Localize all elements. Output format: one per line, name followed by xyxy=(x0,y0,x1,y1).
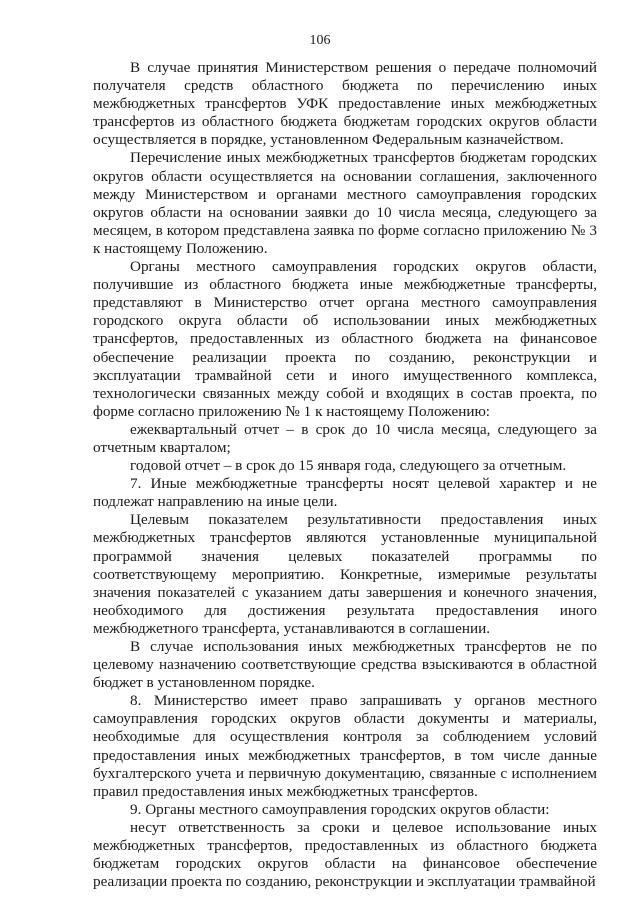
paragraph-item-8: 8. Министерство имеет право запрашивать у органов местного самоуправления городских округов области документы и материалы, необходимые для осуществления контроля за соблюдением условий предоставления иных межбюджетных трансфертов, в том числе данные бухгалтерского учета и первичную документацию, связанные с исполнением правил предоставления иных межбюджетных трансфертов. xyxy=(93,692,597,800)
paragraph-quarterly-report: ежеквартальный отчет – в срок до 10 числа месяца, следующего за отчетным кварталом; xyxy=(93,420,597,456)
paragraph-responsibility: несут ответственность за сроки и целевое использование иных межбюджетных трансфертов, предоставленных из областного бюджета бюджетам городских округов области на финансовое обеспечение реализации проекта по созданию, реконструкции и эксплуатации трамвайной xyxy=(93,818,597,891)
paragraph-misuse-recovery: В случае использования иных межбюджетных трансфертов не по целевому назначению соответствующие средства взыскиваются в областной бюджет в установленном порядке. xyxy=(93,638,597,692)
document-body xyxy=(93,59,597,891)
paragraph-ufk-transfer: В случае принятия Министерством решения о передаче полномочий получателя средств областного бюджета по перечислению иных межбюджетных трансфертов УФК предоставление иных межбюджетных трансфертов из областного бюджета бюджетам городских округов области осуществляется в порядке, установленном Федеральным казначейством. xyxy=(93,59,597,149)
paragraph-item-9: 9. Органы местного самоуправления городских округов области: xyxy=(130,800,550,818)
paragraph-annual-report: годовой отчет – в срок до 15 января года, следующего за отчетным. xyxy=(130,457,567,475)
paragraph-transfer-basis: Перечисление иных межбюджетных трансфертов бюджетам городских округов области осуществляется на основании соглашения, заключенного между Министерством и органами местного самоуправления городских округов области на основании заявки до 10 числа месяца, следующего за месяцем, в котором представлена заявка по форме согласно приложению № 3 к настоящему Положению. xyxy=(93,149,597,257)
paragraph-report-submission: Органы местного самоуправления городских округов области, получившие из областного бюджета иные межбюджетные трансферты, представляют в Министерство отчет органа местного самоуправления городского округа области об использовании иных межбюджетных трансфертов, предоставленных из областного бюджета на финансовое обеспечение реализации проекта по созданию, реконструкции и эксплуатации трамвайной сети и иного имущественного комплекса, технологически связанных между собой и входящих в состав проекта, по форме согласно приложению № 1 к настоящему Положению: xyxy=(93,258,597,420)
paragraph-target-indicator: Целевым показателем результативности предоставления иных межбюджетных трансфертов являются установленные муниципальной программой значения целевых показателей программы по соответствующему мероприятию. Конкретные, измеримые результаты значения показателей с указанием даты завершения и конечного значения, необходимого для достижения результата предоставления иного межбюджетного трансферта, устанавливаются в соглашении. xyxy=(93,511,597,637)
paragraph-item-7: 7. Иные межбюджетные трансферты носят целевой характер и не подлежат направлению на иные цели. xyxy=(93,475,597,511)
page-number: 106 xyxy=(309,33,331,48)
